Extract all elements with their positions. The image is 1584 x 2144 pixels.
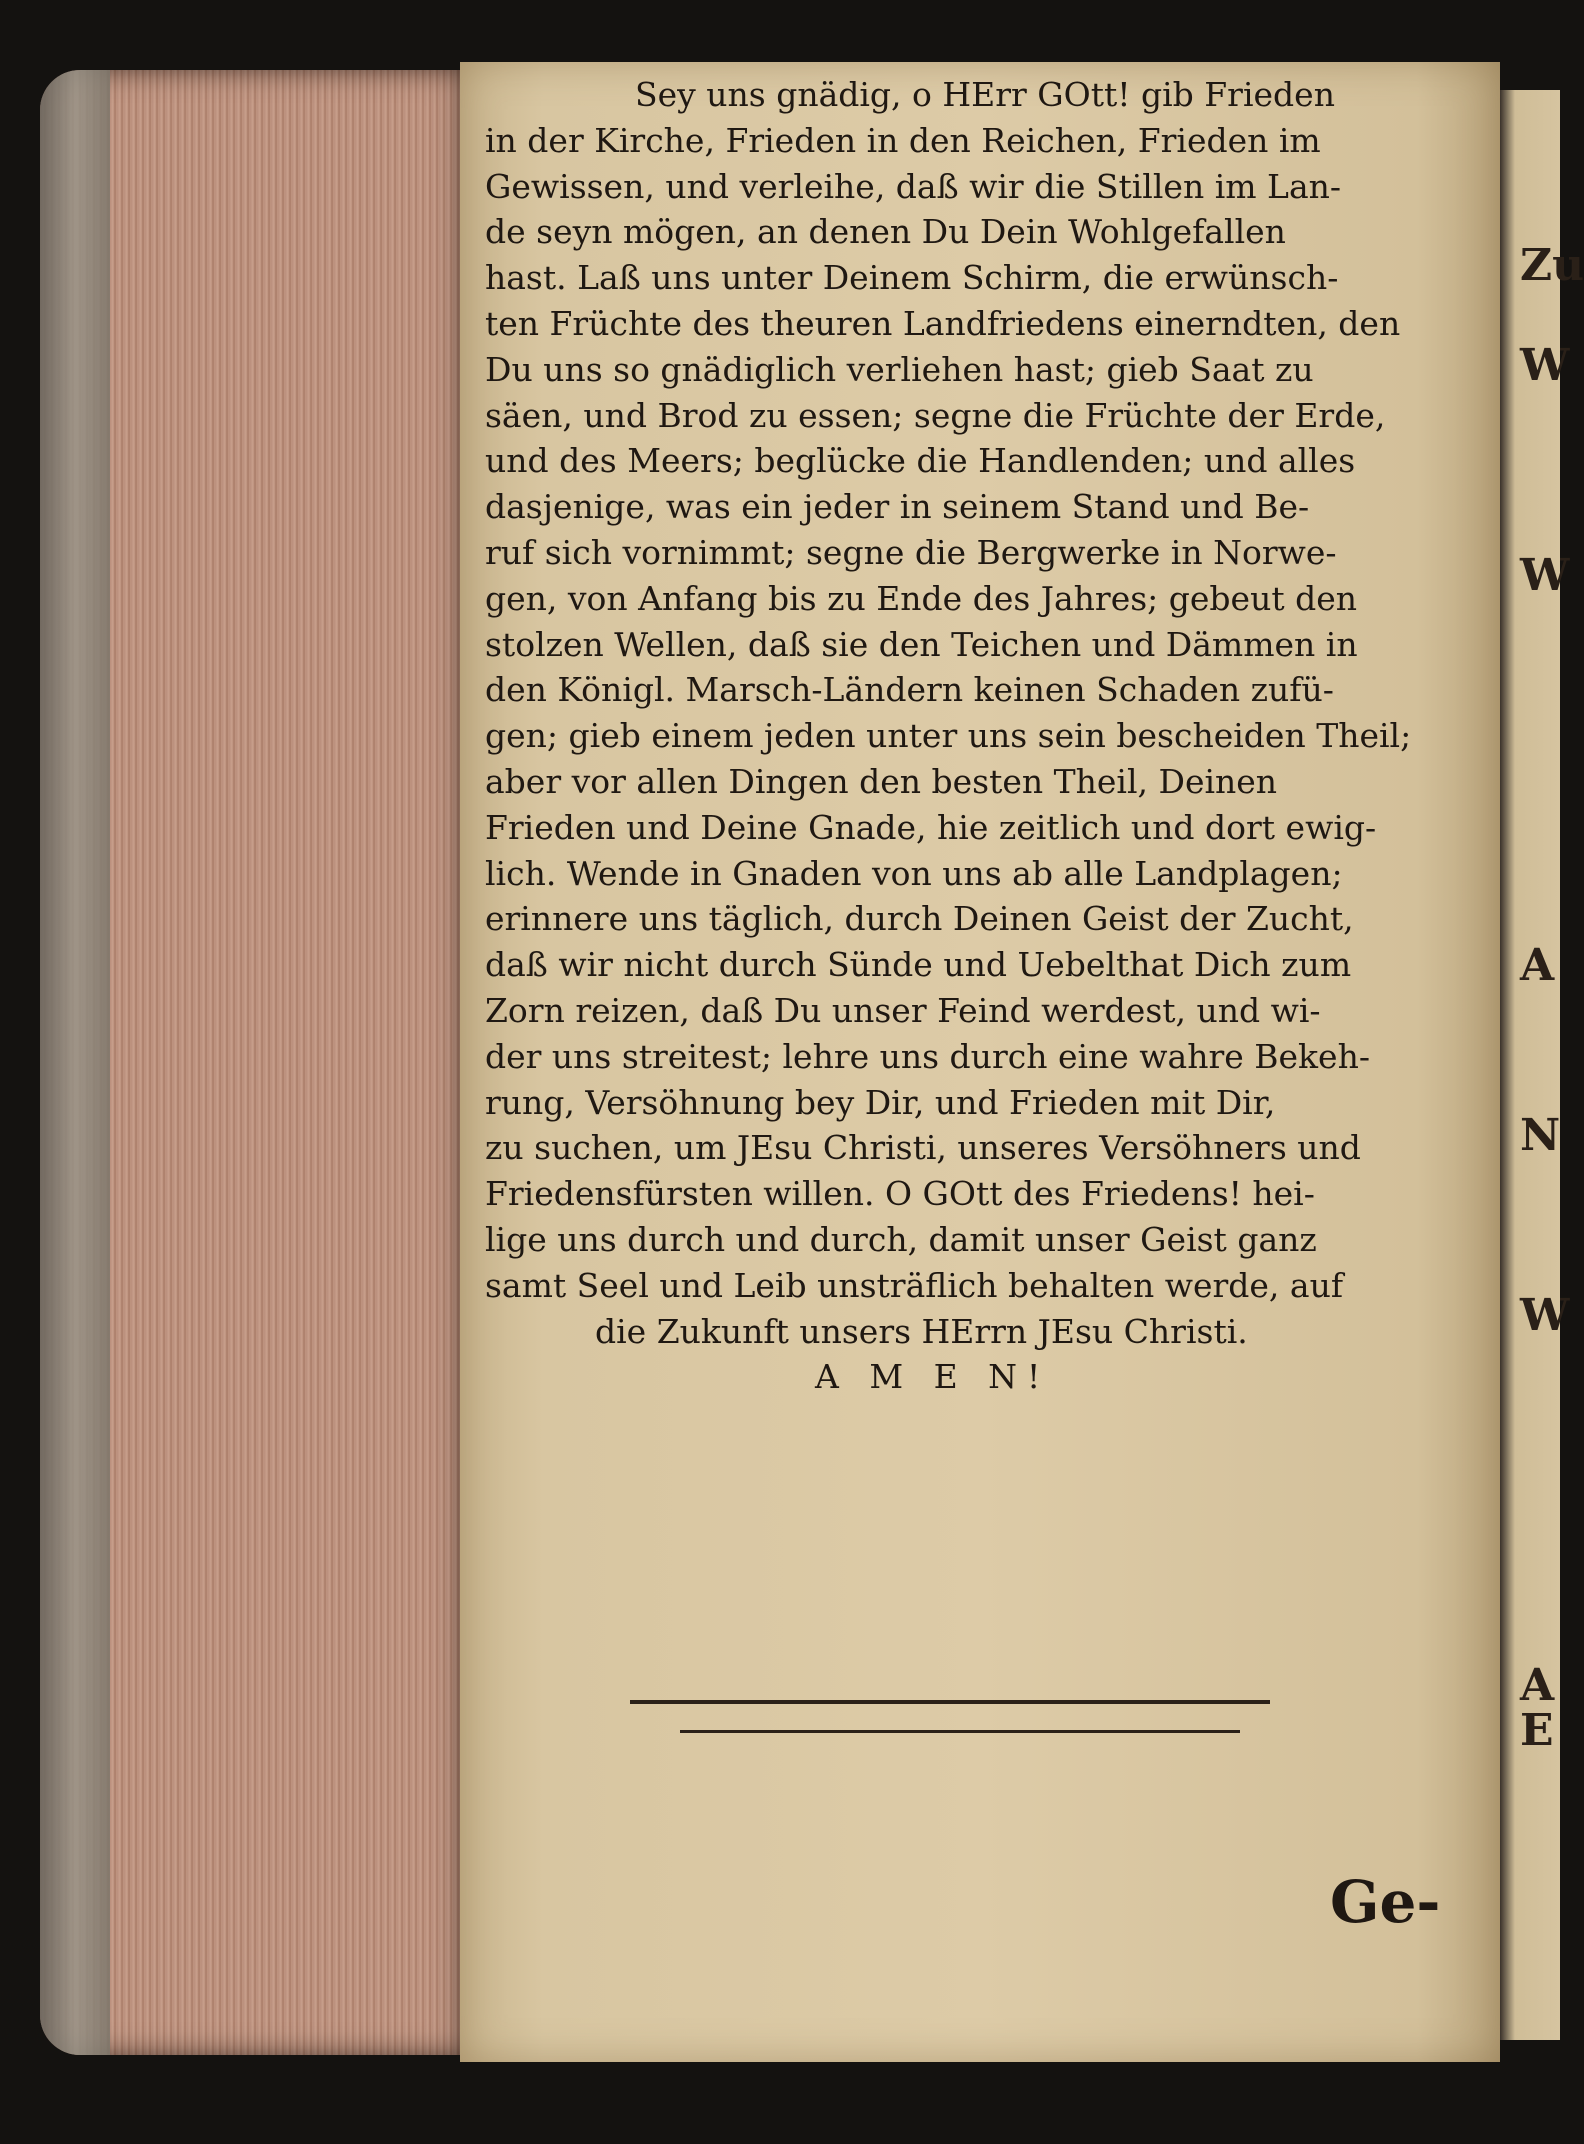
book-page-edges	[40, 70, 480, 2055]
text-line: aber vor allen Dingen den besten Theil, Deinen	[485, 761, 1278, 801]
adjacent-page-strip	[1500, 90, 1584, 2040]
adjacent-fragment: W	[1520, 1290, 1570, 1341]
text-line: Zorn reizen, daß Du unser Feind werdest, und wi-	[485, 990, 1321, 1030]
text-line: der uns streitest; lehre uns durch eine wahre Bekeh-	[485, 1036, 1370, 1076]
adjacent-fragment: N	[1520, 1110, 1561, 1161]
adjacent-fragment: A	[1520, 940, 1555, 991]
text-line: erinnere uns täglich, durch Deinen Geist der Zucht,	[485, 899, 1354, 939]
text-line: ruf sich vornimmt; segne die Bergwerke in Norwe-	[485, 532, 1337, 572]
ornamental-rule-top	[630, 1700, 1270, 1704]
text-line: ten Früchte des theuren Landfriedens einerndten, den	[485, 303, 1401, 343]
text-line: Frieden und Deine Gnade, hie zeitlich und dort ewig-	[485, 807, 1377, 847]
text-line: daß wir nicht durch Sünde und Uebelthat Dich zum	[485, 945, 1352, 985]
text-line: rung, Versöhnung bey Dir, und Frieden mit Dir,	[485, 1082, 1276, 1122]
text-line: zu suchen, um JEsu Christi, unseres Versöhners und	[485, 1128, 1361, 1168]
text-line: Du uns so gnädiglich verliehen hast; gieb Saat zu	[485, 349, 1314, 389]
text-line: Friedensfürsten willen. O GOtt des Friedens! hei-	[485, 1174, 1315, 1214]
text-line: dasjenige, was ein jeder in seinem Stand und Be-	[485, 487, 1310, 527]
text-line: Sey uns gnädig, o HErr GOtt! gib Frieden	[635, 75, 1335, 114]
text-line: hast. Laß uns unter Deinem Schirm, die erwünsch-	[485, 258, 1339, 298]
adjacent-fragment: A	[1520, 1660, 1555, 1711]
text-line: die Zukunft unsers HErrn JEsu Christi.	[595, 1311, 1248, 1351]
text-line: de seyn mögen, an denen Du Dein Wohlgefallen	[485, 212, 1286, 252]
amen-line: A M E N!	[815, 1357, 1051, 1397]
adjacent-fragment: Zu	[1520, 240, 1584, 291]
text-line: gen, von Anfang bis zu Ende des Jahres; gebeut den	[485, 578, 1358, 618]
adjacent-fragment: W	[1520, 550, 1570, 601]
adjacent-fragment: W	[1520, 340, 1570, 391]
text-line: Gewissen, und verleihe, daß wir die Stillen im Lan-	[485, 166, 1342, 206]
adjacent-fragment: E	[1520, 1705, 1554, 1756]
text-line: in der Kirche, Frieden in den Reichen, Frieden im	[485, 120, 1321, 160]
text-line: säen, und Brod zu essen; segne die Früchte der Erde,	[485, 395, 1386, 435]
ornamental-rule-bottom	[680, 1730, 1240, 1733]
text-line: gen; gieb einem jeden unter uns sein bescheiden Theil;	[485, 716, 1412, 756]
text-line: und des Meers; beglücke die Handlenden; und alles	[485, 441, 1356, 481]
text-line: samt Seel und Leib unsträflich behalten werde, auf	[485, 1265, 1344, 1305]
catchword: Ge-	[1330, 1868, 1441, 1936]
prayer-text	[485, 72, 1475, 1400]
text-line: lige uns durch und durch, damit unser Geist ganz	[485, 1219, 1317, 1259]
text-line: stolzen Wellen, daß sie den Teichen und Dämmen in	[485, 624, 1358, 664]
text-line: den Königl. Marsch-Ländern keinen Schaden zufü-	[485, 670, 1334, 710]
text-line: lich. Wende in Gnaden von uns ab alle Landplagen;	[485, 853, 1343, 893]
